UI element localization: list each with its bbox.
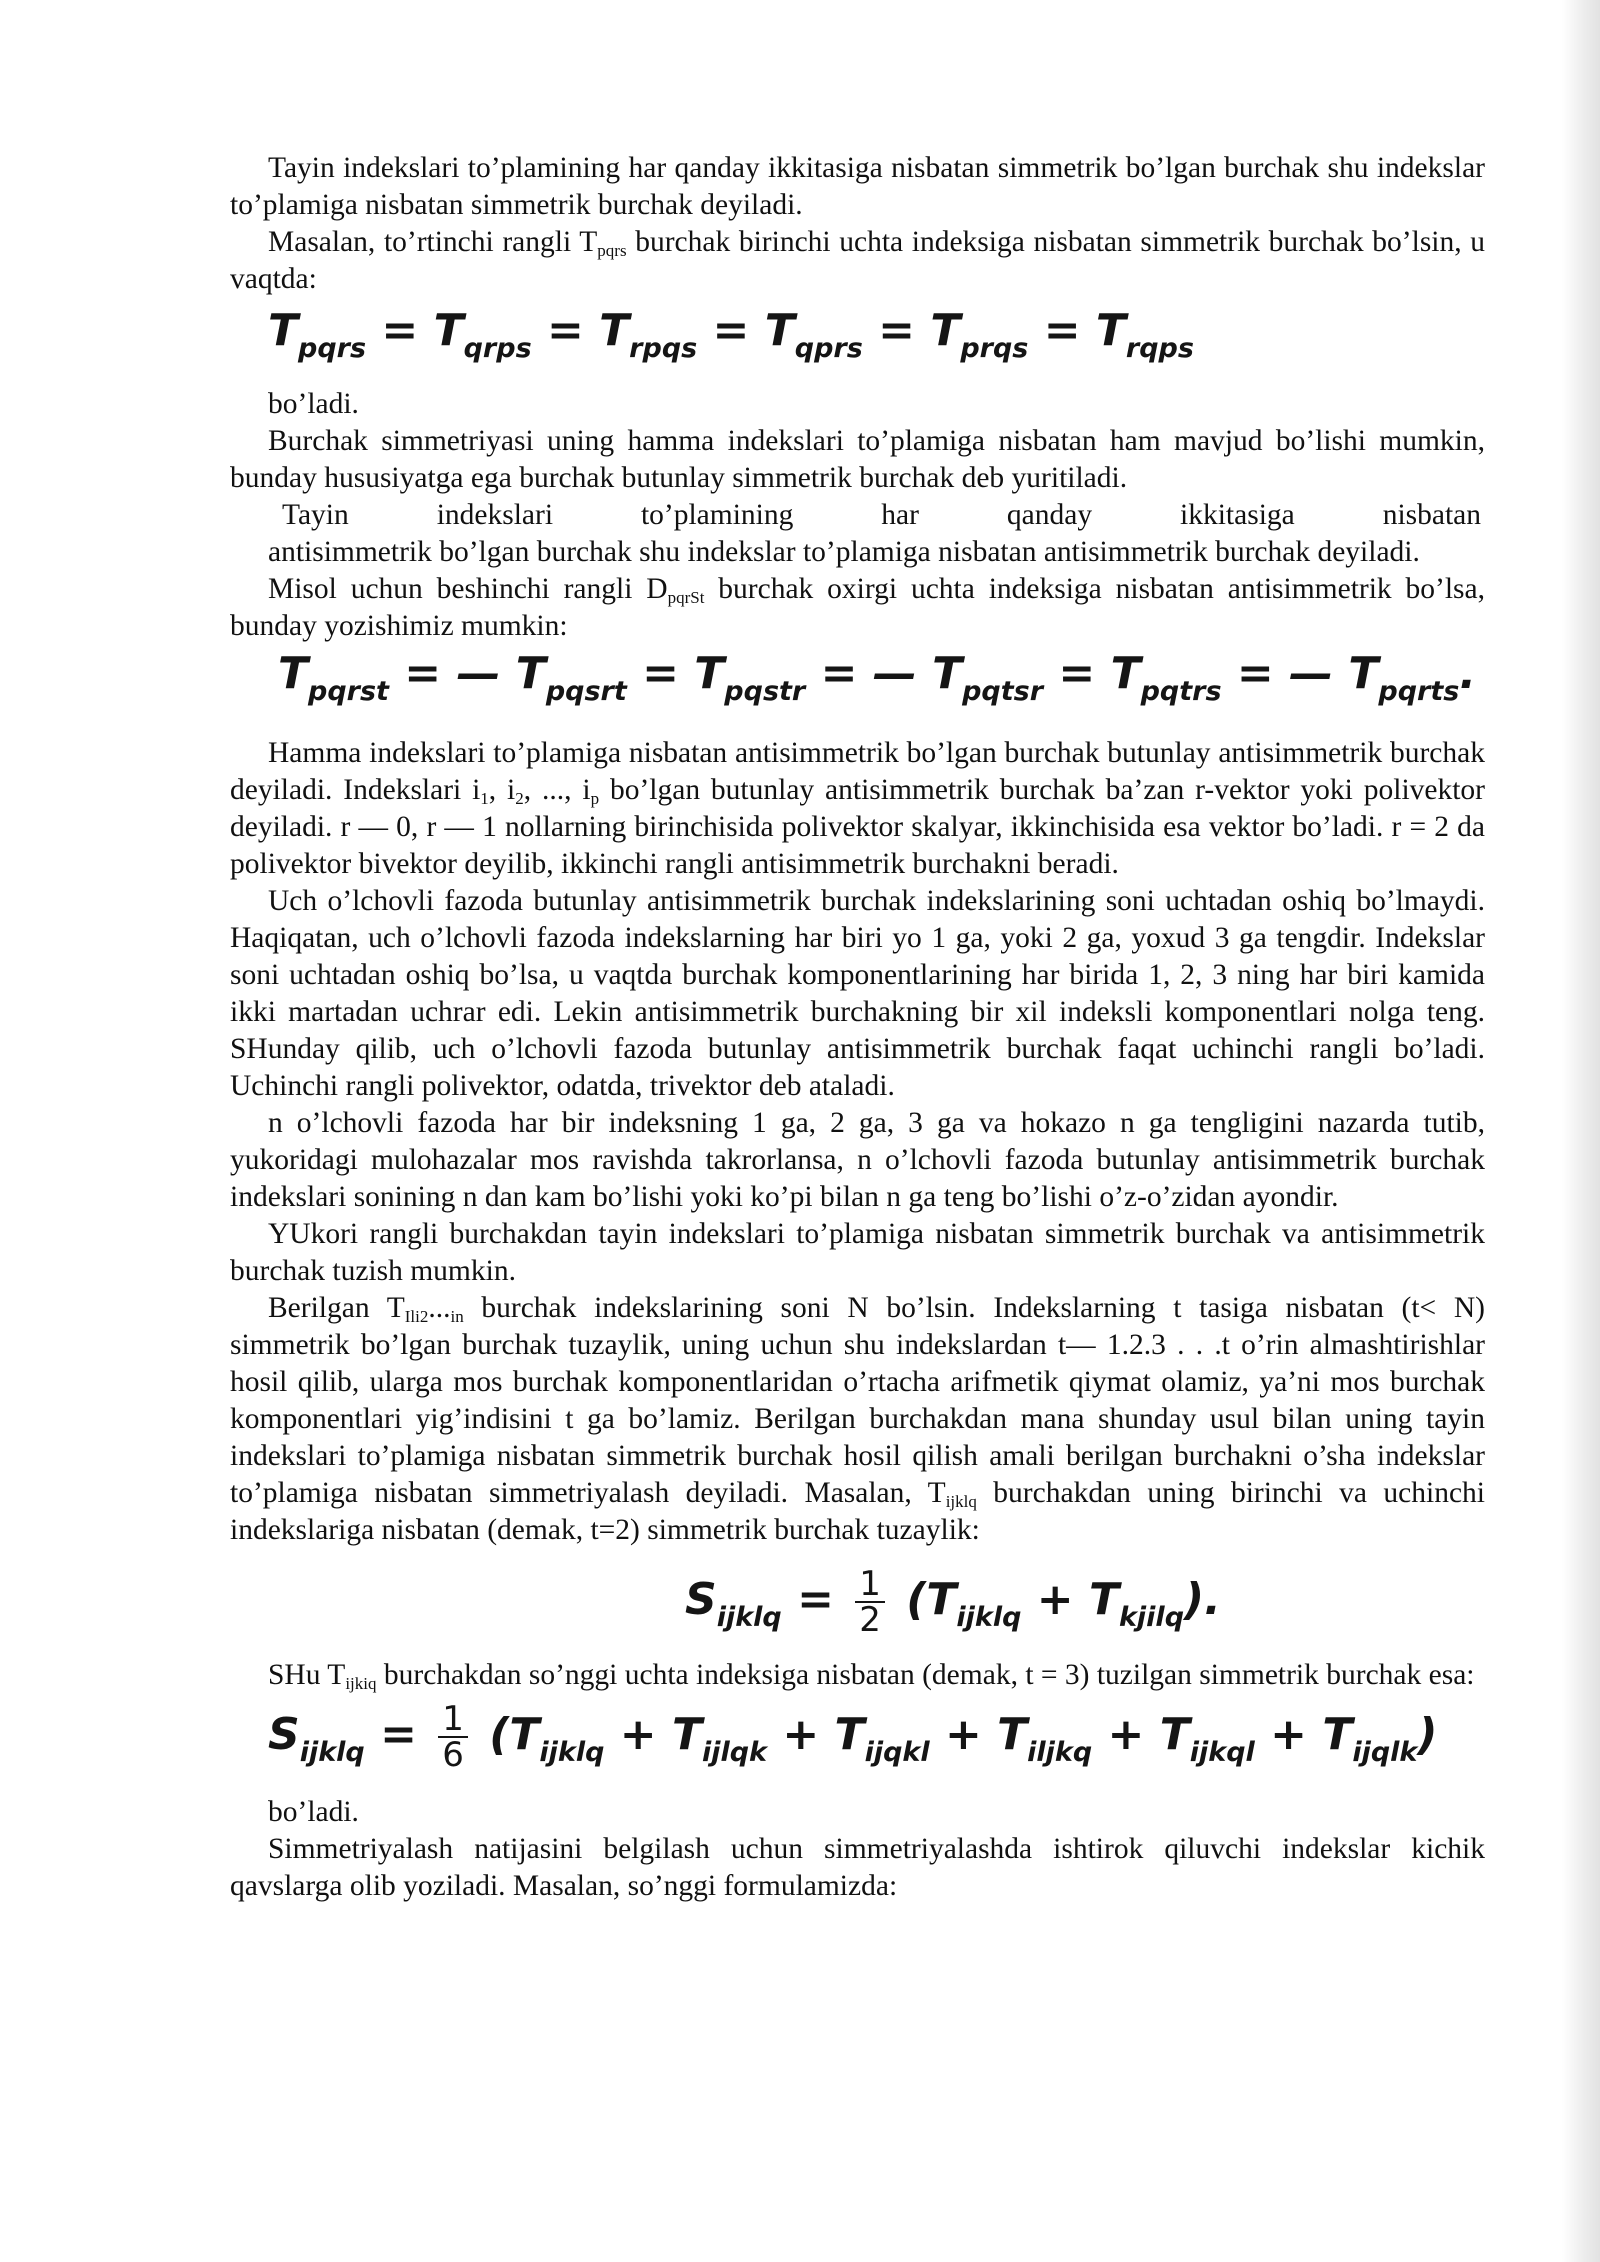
formula-symmetric-tpqrs: [230, 298, 1485, 386]
formula-1-term-index-8: prqs: [960, 333, 1029, 364]
paragraph-1: Tayin indekslari to’plamining har qanday ikkitasiga nisbatan simmetrik bo’lgan burchak shu indekslar to’plamiga nisbatan simmetrik burchak deyiladi.: [230, 152, 1485, 221]
scan-shadow-edge: [1562, 0, 1600, 2262]
formula-2-term-2: T: [515, 648, 546, 699]
formula-2-term-8: T: [1110, 648, 1141, 699]
paragraph-4: antisimmetrik bo’lgan burchak shu indekslar to’plamiga nisbatan antisimmetrik burchak deyiladi.: [268, 536, 1420, 568]
formula-2-term-6: T: [932, 648, 963, 699]
formula-4-term-3: T: [997, 1709, 1028, 1760]
formula-2-term-10: T: [1348, 648, 1379, 699]
formula-1-operator-5: =: [697, 305, 765, 356]
formula-4-plus-5: +: [1254, 1709, 1323, 1760]
formula-1-term-8: T: [930, 305, 961, 356]
paragraph-11: SHu $T_{ijkiq}$ burchakdan so’nggi uchta indeksiga nisbatan (demak, t = 3) tuzilgan simmetrik burchak esa:: [268, 1659, 1475, 1693]
formula-4-term-2: T: [834, 1709, 865, 1760]
formula-1-tail: bo’ladi.: [268, 388, 359, 420]
formula-4-plus-4: +: [1092, 1709, 1160, 1760]
fraction-one-sixth: $\frac{1}{6}$: [438, 1702, 468, 1772]
paragraph-8: n o’lchovli fazoda har bir indeksning 1 ga, 2 ga, 3 ga va hokazo n ga tengligini nazarda tutib, yukoridagi mulohazalar mos ravishda takrorlansa, n o’lchovli fazoda butunlay antisimmetrik burchak indekslari sonining n dan kam bo’lishi yoki ko’pi bilan n ga teng bo’lishi o’z-o’zidan ayondir.: [230, 1107, 1485, 1213]
formula-4-row: $S_{ijklq}$ = $\frac{1}{6}$ $(T_{ijklq} + T_{ijlqk} + T_{ijqkl} + T_{iljkq} + T_{ijkql} + T_{ijqlk})$: [268, 1699, 1438, 1775]
paragraph-12: Simmetriyalash natijasini belgilash uchun simmetriyalashda ishtirok qiluvchi indekslar kichik qavslarga olib yoziladi. Masalan, so’nggi formulamizda:: [230, 1833, 1485, 1902]
formula-4-term-index-4: ijkql: [1189, 1737, 1255, 1768]
paragraph-10: Berilgan $T_{Ili2}..._{in}$ burchak indekslarining soni N bo’lsin. Indekslarning t tasiga nisbatan (t< N) simmetrik bo’lgan burchak tuzaylik, uning uchun shu indekslardan t— 1.2.3 . . .t o’rin almashtirishlar hosil qilib, ularga mos burchak komponentlaridan o’rtacha arifmetik qiymat olamiz, ya’ni mos burchak komponentlari yig’indisini t ga bo’lamiz. Berilgan burchakdan mana shunday usul bilan uning tayin indekslari to’plamiga nisbatan simmetrik burchak hosil qilish amali berilgan burchakni o’sha indekslar to’plamiga nisbatan simmetriyalash deyiladi. Masalan, $T_{ijklq}$ burchakdan uning birinchi va uchinchi indekslariga nisbatan (demak, t=2) simmetrik burchak tuzaylik:: [230, 1292, 1486, 1546]
formula-1-term-6: T: [764, 305, 795, 356]
formula-4-term-1: T: [671, 1709, 702, 1760]
formula-2-operator-9: = —: [1221, 648, 1349, 699]
formula-2-term-0: T: [278, 648, 309, 699]
formula-2-operator-7: =: [1043, 648, 1111, 699]
formula-1-term-index-4: rpqs: [629, 333, 698, 364]
formula-2-term-index-2: pqsrt: [545, 676, 627, 707]
formula-2-operator-1: = —: [388, 648, 516, 699]
formula-2-operator-11: .: [1459, 648, 1477, 699]
formula-2-operator-3: =: [626, 648, 695, 699]
document-body: [230, 150, 1485, 1905]
formula-4-term-index-1: ijlqk: [701, 1737, 768, 1768]
formula-3-row: $S_{ijklq}$ = $\frac{1}{2}$ $(T_{ijklq} + T_{kjilq})$.: [685, 1564, 1221, 1640]
formula-2-term-index-4: pqstr: [724, 676, 806, 707]
formula-1-operator-1: =: [366, 305, 434, 356]
paragraph-9: YUkori rangli burchakdan tayin indekslari to’plamiga nisbatan simmetrik burchak va antisimmetrik burchak tuzish mumkin.: [230, 1218, 1485, 1287]
formula-2-term-index-0: pqrst: [308, 676, 389, 707]
formula-1-term-2: T: [433, 305, 464, 356]
formula-4-plus-1: +: [604, 1709, 672, 1760]
paragraph-6: Hamma indekslari to’plamiga nisbatan antisimmetrik bo’lgan burchak butunlay antisimmetrik burchak deyiladi. Indekslari $i_1$, $i_2$, ..., $i_p$ bo’lgan butunlay antisimmetrik burchak ba’zan r-vektor yoki polivektor deyiladi. r — 0, r — 1 nollarning birinchisida polivektor skalyar, ikkinchisida esa vektor bo’ladi. r = 2 da polivektor bivektor deyilib, ikkinchi rangli antisimmetrik burchakni beradi.: [230, 737, 1485, 880]
paragraph-5: Misol uchun beshinchi rangli $D_{pqrSt}$ burchak oxirgi uchta indeksiga nisbatan antisimmetrik bo’lsa, bunday yozishimiz mumkin:: [230, 573, 1485, 642]
formula-antisymmetric-tpqrst: [230, 645, 1485, 735]
formula-symmetrize-two: [230, 1549, 1485, 1657]
formula-1-term-10: T: [1095, 305, 1126, 356]
formula-4-term-index-5: ijqlk: [1352, 1737, 1418, 1768]
formula-4-term-index-3: iljkq: [1027, 1737, 1093, 1768]
fraction-one-half: $\frac{1}{2}$: [855, 1567, 885, 1637]
paragraph-4-line-1: Tayin indekslari to’plamining har qanday ikkitasiga nisbatan: [282, 499, 1481, 531]
formula-4-terms: [509, 1709, 1418, 1768]
formula-2-term-4: T: [694, 648, 725, 699]
formula-2-row: [278, 648, 1477, 710]
formula-1-operator-9: =: [1028, 305, 1096, 356]
formula-1-term-index-6: qprs: [794, 333, 863, 364]
formula-4-plus-2: +: [767, 1709, 835, 1760]
paragraph-2: Masalan, to’rtinchi rangli $T_{pqrs}$ burchak birinchi uchta indeksiga nisbatan simmetrik burchak bo’lsin, u vaqtda:: [230, 226, 1486, 295]
formula-4-term-4: T: [1159, 1709, 1190, 1760]
formula-4-plus-3: +: [929, 1709, 998, 1760]
formula-2-term-index-6: pqtsr: [962, 676, 1044, 707]
formula-1-operator-3: =: [531, 305, 600, 356]
formula-1-term-index-10: rqps: [1125, 333, 1194, 364]
formula-1-term-0: T: [268, 305, 299, 356]
formula-2-term-index-8: pqtrs: [1140, 676, 1222, 707]
formula-symmetrize-three: [230, 1694, 1485, 1794]
formula-4-term-5: T: [1322, 1709, 1353, 1760]
formula-1-term-4: T: [599, 305, 630, 356]
formula-2-operator-5: = —: [805, 648, 933, 699]
formula-4-term-index-2: ijqkl: [864, 1737, 930, 1768]
formula-4-term-0: T: [509, 1709, 540, 1760]
formula-1-operator-7: =: [862, 305, 931, 356]
formula-1-term-index-2: qrps: [463, 333, 532, 364]
paragraph-7: Uch o’lchovli fazoda butunlay antisimmetrik burchak indekslarining soni uchtadan oshiq bo’lmaydi. Haqiqatan, uch o’lchovli fazoda indekslarning har biri yo 1 ga, yoki 2 ga, yoxud 3 ga tengdir. Indekslar soni uchtadan oshiq bo’lsa, u vaqtda burchak komponentlarining har birida 1, 2, 3 ning har biri kamida ikki martadan uchrar edi. Lekin antisimmetrik burchakning bir xil indeksli komponentlari nolga teng. SHunday qilib, uch o’lchovli fazoda butunlay antisimmetrik burchak faqat uchinchi rangli bo’ladi. Uchinchi rangli polivektor, odatda, trivektor deb ataladi.: [230, 885, 1485, 1102]
formula-4-term-index-0: ijklq: [539, 1737, 605, 1768]
formula-1-term-index-0: pqrs: [298, 333, 367, 364]
formula-1-row: [268, 305, 1194, 367]
formula-2-term-index-10: pqrts: [1378, 676, 1460, 707]
formula-4-tail: bo’ladi.: [268, 1796, 359, 1828]
paragraph-3: Burchak simmetriyasi uning hamma indekslari to’plamiga nisbatan ham mavjud bo’lishi mumkin, bunday hususiyatga ega burchak butunlay simmetrik burchak deb yuritiladi.: [230, 425, 1485, 494]
